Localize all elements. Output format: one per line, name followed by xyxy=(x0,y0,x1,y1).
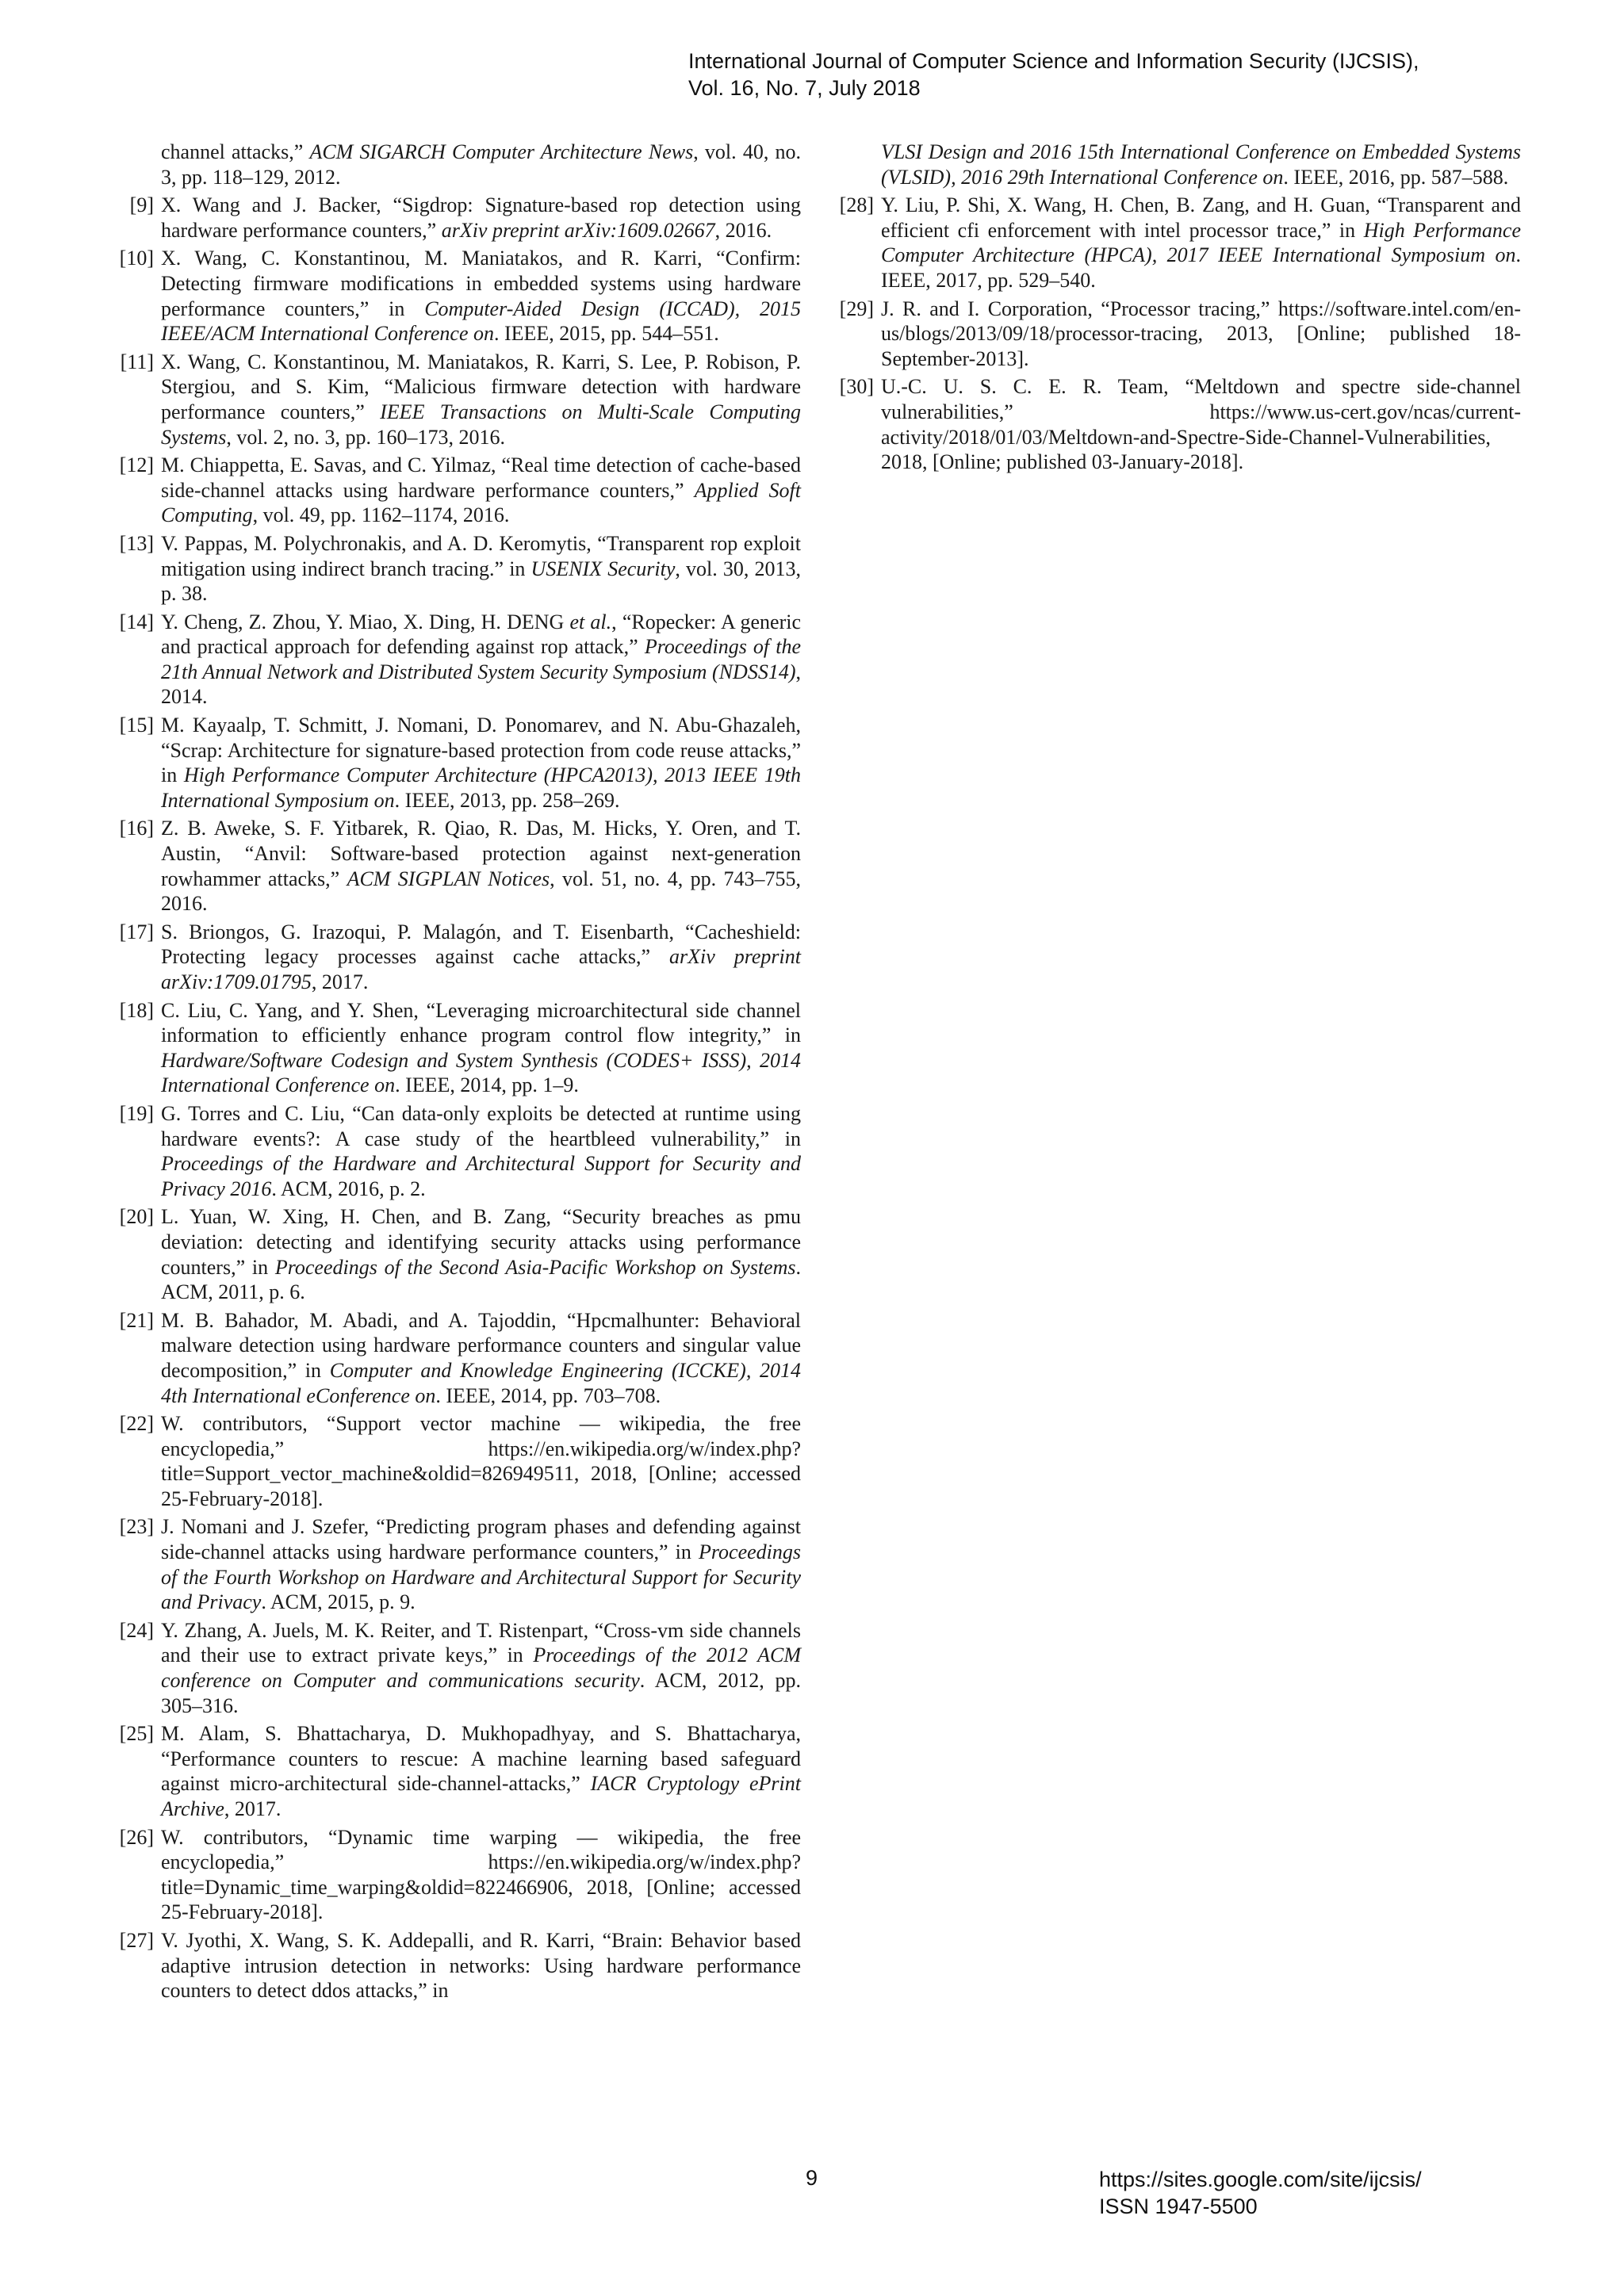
reference-venue: Hardware/Software Codesign and System Synthesis (CODES+ ISSS), 2014 International Conference on xyxy=(161,1048,801,1097)
reference-segment: Z. B. Aweke, S. F. Yitbarek, R. Qiao, R. Das, M. Hicks, Y. Oren, and T. Austin, “Anvil: Software-based protection against next-generation rowhammer attacks,” xyxy=(161,817,801,890)
reference-venue: et al. xyxy=(569,610,612,633)
reference-segment: M. Chiappetta, E. Savas, and C. Yilmaz, “Real time detection of cache-based side-channel attacks using hardware performance counters,” xyxy=(161,453,801,502)
reference-segment: , vol. 2, no. 3, pp. 160–173, 2016. xyxy=(226,425,506,449)
reference-segment: X. Wang, C. Konstantinou, M. Maniatakos, and R. Karri, “Confirm: Detecting firmware modifications in embedded systems using hardware performance counters,” in xyxy=(161,247,801,320)
reference-number: [18] xyxy=(119,998,154,1022)
reference-item xyxy=(111,1204,801,1304)
reference-item xyxy=(111,920,801,995)
reference-item xyxy=(111,1514,801,1614)
reference-text xyxy=(161,714,801,812)
reference-number: [13] xyxy=(119,531,154,555)
reference-segment: V. Jyothi, X. Wang, S. K. Addepalli, and R. Karri, “Brain: Behavior based adaptive intrusion detection in networks: Using hardware performance counters to detect ddos attacks,” in xyxy=(161,1928,801,2003)
reference-text xyxy=(161,532,801,605)
reference-number: [23] xyxy=(119,1515,154,1539)
reference-number: [11] xyxy=(120,350,154,373)
reference-item xyxy=(831,140,1521,189)
reference-number: [24] xyxy=(119,1618,154,1642)
reference-number: [30] xyxy=(839,375,874,399)
reference-segment: M. B. Bahador, M. Abadi, and A. Tajoddin, “Hpcmalhunter: Behavioral malware detection using hardware performance counters and singular value decomposition,” in xyxy=(161,1308,801,1382)
reference-venue: Proceedings of the Fourth Workshop on Hardware and Architectural Support for Security and Privacy xyxy=(161,1540,801,1614)
footer-url: https://sites.google.com/site/ijcsis/ xyxy=(1099,2168,1422,2191)
reference-number: [15] xyxy=(119,714,154,737)
reference-number: [22] xyxy=(119,1412,154,1436)
references-right-column xyxy=(831,140,1521,478)
reference-item xyxy=(111,610,801,710)
reference-text xyxy=(161,1309,801,1407)
reference-segment: G. Torres and C. Liu, “Can data-only exploits be detected at runtime using hardware events?: A case study of the heartbleed vulnerability,” in xyxy=(161,1101,801,1150)
reference-venue: USENIX Security xyxy=(530,557,676,580)
reference-segment: Y. Zhang, A. Juels, M. K. Reiter, and T. Ristenpart, “Cross-vm side channels and their use to extract private keys,” in xyxy=(161,1618,801,1667)
reference-venue: arXiv preprint arXiv:1609.02667 xyxy=(441,218,715,242)
reference-venue: Applied Soft Computing xyxy=(161,478,801,527)
references-left-column xyxy=(111,140,801,2007)
journal-header xyxy=(688,48,1419,101)
reference-segment: C. Liu, C. Yang, and Y. Shen, “Leveraging microarchitectural side channel information to efficiently enhance program control flow integrity,” in xyxy=(161,998,801,1047)
reference-number: [29] xyxy=(839,297,874,320)
reference-item xyxy=(111,713,801,813)
reference-segment: M. Kayaalp, T. Schmitt, J. Nomani, D. Ponomarev, and N. Abu-Ghazaleh, “Scrap: Architecture for signature-based protection from code reuse attacks,” in xyxy=(161,714,801,787)
reference-venue: Proceedings of the Second Asia-Pacific Workshop on Systems xyxy=(274,1255,796,1279)
reference-segment: . ACM, 2016, p. 2. xyxy=(271,1177,426,1200)
reference-text xyxy=(881,375,1521,473)
reference-segment: X. Wang, C. Konstantinou, M. Maniatakos, R. Karri, S. Lee, P. Robison, P. Stergiou, and S. Kim, “Malicious firmware detection with hardware performance counters,” xyxy=(161,350,801,423)
reference-number: [12] xyxy=(119,453,154,477)
reference-item xyxy=(111,453,801,528)
reference-number: [9] xyxy=(129,193,154,217)
reference-segment: U.-C. U. S. C. E. R. Team, “Meltdown and spectre side-channel vulnerabilities,” https://www.us-cert.gov/ncas/current-activity/2018/01/03/Meltdown-and-Spectre-Side-Channel-Vulnerabilities, 2018, [Online; published 03-January-2018]. xyxy=(881,375,1521,474)
reference-number: [16] xyxy=(119,817,154,840)
reference-segment: W. contributors, “Support vector machine — wikipedia, the free encyclopedia,” https://en.wikipedia.org/w/index.php?title=Support_vector_machine&oldid=826949511, 2018, [Online; accessed 25-February-2018]. xyxy=(161,1412,801,1510)
reference-text xyxy=(161,817,801,915)
reference-number: [17] xyxy=(119,920,154,943)
reference-text xyxy=(161,350,801,449)
reference-venue: ACM SIGPLAN Notices xyxy=(347,867,550,890)
reference-segment: , “Ropecker: A generic and practical approach for defending against rop attack,” xyxy=(161,610,801,659)
reference-segment: , 2014. xyxy=(161,660,801,709)
reference-item xyxy=(111,246,801,346)
reference-segment: Y. Cheng, Z. Zhou, Y. Miao, X. Ding, H. DENG xyxy=(161,610,570,633)
reference-number: [20] xyxy=(119,1205,154,1229)
reference-segment: W. contributors, “Dynamic time warping — wikipedia, the free encyclopedia,” https://en.wikipedia.org/w/index.php?title=Dynamic_time_warping&oldid=822466906, 2018, [Online; accessed 25-February-2018]. xyxy=(161,1825,801,1924)
reference-segment: , vol. 49, pp. 1162–1174, 2016. xyxy=(252,503,510,527)
reference-item xyxy=(111,531,801,607)
reference-segment: , vol. 51, no. 4, pp. 743–755, 2016. xyxy=(161,867,801,916)
reference-number: [25] xyxy=(119,1722,154,1746)
reference-item xyxy=(111,140,801,189)
reference-number: [19] xyxy=(119,1101,154,1125)
reference-item xyxy=(111,1308,801,1408)
reference-segment: , 2017. xyxy=(224,1797,282,1820)
reference-number: [26] xyxy=(119,1825,154,1849)
reference-item xyxy=(111,998,801,1098)
reference-venue: IEEE Transactions on Multi-Scale Computing Systems xyxy=(161,400,801,449)
reference-venue: ACM SIGARCH Computer Architecture News xyxy=(309,140,694,163)
reference-segment: J. Nomani and J. Szefer, “Predicting program phases and defending against side-channel attacks using hardware performance counters,” in xyxy=(161,1515,801,1564)
reference-segment: channel attacks,” xyxy=(161,140,310,163)
journal-title-line: International Journal of Computer Science and Information Security (IJCSIS), xyxy=(688,49,1419,73)
reference-venue: High Performance Computer Architecture (HPCA), 2017 IEEE International Symposium on xyxy=(881,218,1521,267)
reference-item xyxy=(111,1101,801,1201)
reference-segment: . IEEE, 2013, pp. 258–269. xyxy=(394,788,620,812)
reference-text xyxy=(161,1929,801,2002)
reference-number: [21] xyxy=(119,1308,154,1332)
reference-segment: S. Briongos, G. Irazoqui, P. Malagón, and T. Eisenbarth, “Cacheshield: Protecting legacy processes against cache attacks,” xyxy=(161,920,801,969)
reference-item xyxy=(831,193,1521,293)
reference-segment: . IEEE, 2014, pp. 1–9. xyxy=(395,1073,579,1097)
footer-issn: ISSN 1947-5500 xyxy=(1099,2195,1258,2218)
reference-number: [10] xyxy=(119,247,154,270)
reference-segment: J. R. and I. Corporation, “Processor tracing,” https://software.intel.com/en-us/blogs/2013/09/18/processor-tracing, 2013, [Online; published 18-September-2013]. xyxy=(881,297,1521,370)
reference-text xyxy=(161,999,801,1097)
reference-venue: IACR Cryptology ePrint Archive xyxy=(161,1772,801,1820)
reference-text xyxy=(161,1826,801,1924)
reference-text xyxy=(161,1722,801,1820)
journal-volume-line: Vol. 16, No. 7, July 2018 xyxy=(688,76,921,100)
reference-item xyxy=(111,1721,801,1821)
reference-segment: . ACM, 2012, pp. 305–316. xyxy=(161,1669,801,1717)
reference-text xyxy=(881,193,1521,292)
reference-text xyxy=(881,140,1521,189)
reference-item xyxy=(831,374,1521,474)
reference-segment: , vol. 40, no. 3, pp. 118–129, 2012. xyxy=(161,140,802,189)
reference-segment: L. Yuan, W. Xing, H. Chen, and B. Zang, “Security breaches as pmu deviation: detecting and identifying security attacks using performance counters,” in xyxy=(161,1205,801,1279)
reference-item xyxy=(831,297,1521,372)
reference-text xyxy=(881,297,1521,370)
reference-number: [14] xyxy=(119,610,154,633)
reference-venue: Computer-Aided Design (ICCAD), 2015 IEEE/ACM International Conference on xyxy=(161,297,801,346)
reference-text xyxy=(161,1205,801,1303)
reference-venue: VLSI Design and 2016 15th International Conference on Embedded Systems (VLSID), 2016 29th International Conference on xyxy=(881,140,1521,189)
reference-segment: Y. Liu, P. Shi, X. Wang, H. Chen, B. Zang, and H. Guan, “Transparent and efficient cfi enforcement with intel processor trace,” in xyxy=(881,193,1521,242)
reference-segment: , 2017. xyxy=(311,970,369,993)
reference-segment: . IEEE, 2014, pp. 703–708. xyxy=(435,1383,661,1407)
footer-info xyxy=(1099,2166,1422,2220)
page-number: 9 xyxy=(806,2166,818,2190)
reference-item xyxy=(111,1825,801,1925)
reference-segment: M. Alam, S. Bhattacharya, D. Mukhopadhyay, and S. Bhattacharya, “Performance counters to rescue: A machine learning based safeguard against micro-architectural side-channel-attacks,” xyxy=(161,1722,801,1796)
reference-item xyxy=(111,816,801,916)
reference-venue: Computer and Knowledge Engineering (ICCKE), 2014 4th International eConference on xyxy=(161,1358,801,1407)
reference-venue: Proceedings of the 2012 ACM conference on Computer and communications security xyxy=(161,1644,801,1693)
reference-segment: , 2016. xyxy=(714,218,772,242)
reference-text xyxy=(161,193,801,242)
reference-item xyxy=(111,1618,801,1718)
reference-segment: . IEEE, 2015, pp. 544–551. xyxy=(494,322,719,346)
reference-text xyxy=(161,1412,801,1510)
reference-venue: High Performance Computer Architecture (HPCA2013), 2013 IEEE 19th International Symposium on xyxy=(161,763,801,812)
reference-item xyxy=(111,1411,801,1511)
reference-text xyxy=(161,453,801,526)
reference-segment: . ACM, 2011, p. 6. xyxy=(161,1255,801,1304)
reference-segment: V. Pappas, M. Polychronakis, and A. D. Keromytis, “Transparent rop exploit mitigation using indirect branch tracing.” in xyxy=(161,531,801,580)
reference-segment: , vol. 30, 2013, p. 38. xyxy=(161,557,801,606)
reference-text xyxy=(161,1619,801,1717)
reference-segment: . ACM, 2015, p. 9. xyxy=(261,1590,416,1614)
reference-text xyxy=(161,1515,801,1613)
reference-number: [28] xyxy=(839,193,874,217)
reference-item xyxy=(111,193,801,243)
reference-segment: . IEEE, 2017, pp. 529–540. xyxy=(881,243,1521,292)
reference-venue: Proceedings of the Hardware and Architectural Support for Security and Privacy 2016 xyxy=(161,1152,801,1200)
reference-number: [27] xyxy=(119,1928,154,1952)
reference-segment: X. Wang and J. Backer, “Sigdrop: Signature-based rop detection using hardware performance counters,” xyxy=(161,193,801,242)
reference-text xyxy=(161,247,801,345)
reference-text xyxy=(161,140,801,189)
reference-text xyxy=(161,920,801,993)
reference-segment: . IEEE, 2016, pp. 587–588. xyxy=(1283,165,1509,189)
reference-item xyxy=(111,1928,801,2003)
reference-venue: arXiv preprint arXiv:1709.01795 xyxy=(161,945,801,993)
reference-venue: Proceedings of the 21th Annual Network and Distributed System Security Symposium (NDSS14) xyxy=(161,635,801,683)
reference-text xyxy=(161,1102,801,1200)
reference-item xyxy=(111,350,801,450)
reference-text xyxy=(161,610,801,709)
